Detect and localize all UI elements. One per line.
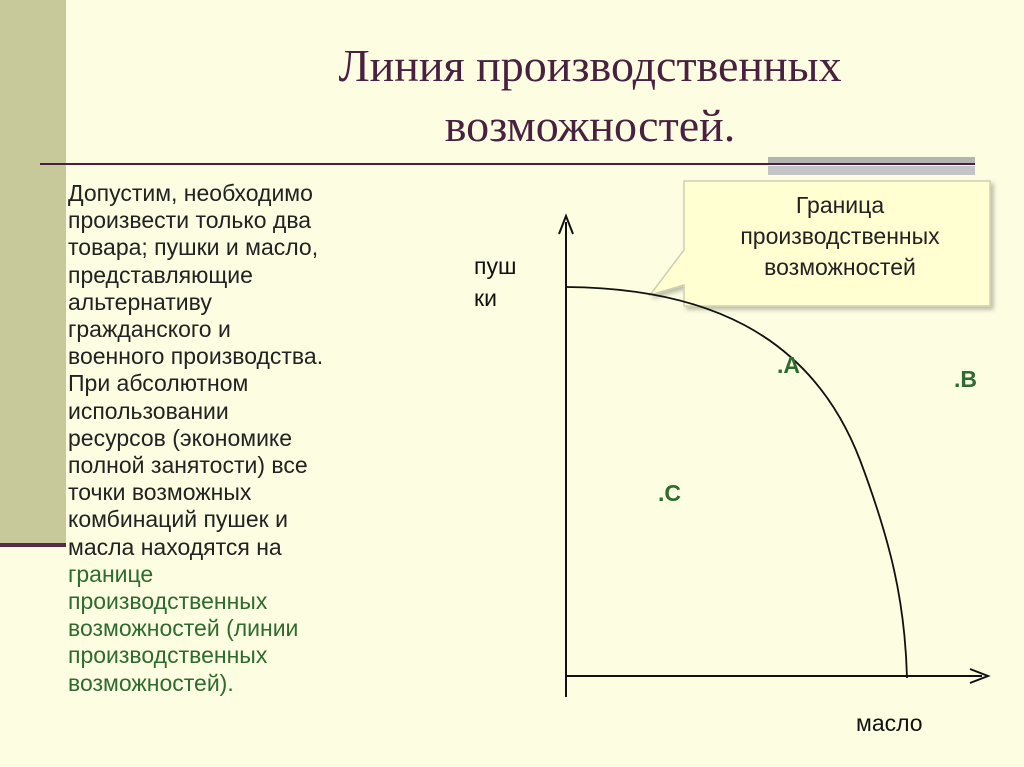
slide-title-line2: возможностей. xyxy=(444,100,736,151)
x-axis-label: масло xyxy=(856,710,923,736)
slide-title-line1: Линия производственных xyxy=(338,40,842,91)
y-axis-label-line1: пуш xyxy=(474,253,517,279)
body-line: альтернативу xyxy=(68,288,212,315)
body-line: произвести только два xyxy=(68,207,312,234)
body-line: При абсолютном xyxy=(68,370,249,397)
body-line: товара; пушки и масло, xyxy=(68,234,319,261)
body-line: представляющие xyxy=(68,261,253,288)
body-line-highlight: возможностей (линии xyxy=(68,615,299,642)
point-c-label: .C xyxy=(658,480,681,506)
body-line-highlight: возможностей). xyxy=(68,669,234,696)
body-line: точки возможных xyxy=(68,479,252,506)
body-line: военного производства. xyxy=(68,343,324,370)
ppf-curve xyxy=(566,287,907,678)
body-line-highlight: границе xyxy=(68,560,154,587)
body-line-highlight: производственных xyxy=(68,588,268,615)
y-axis-label-line2: ки xyxy=(474,285,497,311)
callout-line1: Граница xyxy=(795,192,885,218)
body-line: комбинаций пушек и xyxy=(68,506,288,533)
callout-text xyxy=(690,190,990,283)
point-b-label: .B xyxy=(954,366,977,392)
point-a-label: .A xyxy=(777,352,800,378)
callout-line3: возможностей xyxy=(764,254,916,280)
body-line: масла находятся на xyxy=(68,533,282,560)
body-line: ресурсов (экономике xyxy=(68,424,293,451)
y-axis-label xyxy=(474,250,516,314)
body-line: использовании xyxy=(68,397,229,424)
body-line-highlight: производственных xyxy=(68,642,268,669)
body-line: полной занятости) все xyxy=(68,452,308,479)
body-line: Допустим, необходимо xyxy=(68,180,313,206)
body-line: гражданского и xyxy=(68,316,231,343)
callout-line2: производственных xyxy=(740,223,940,249)
